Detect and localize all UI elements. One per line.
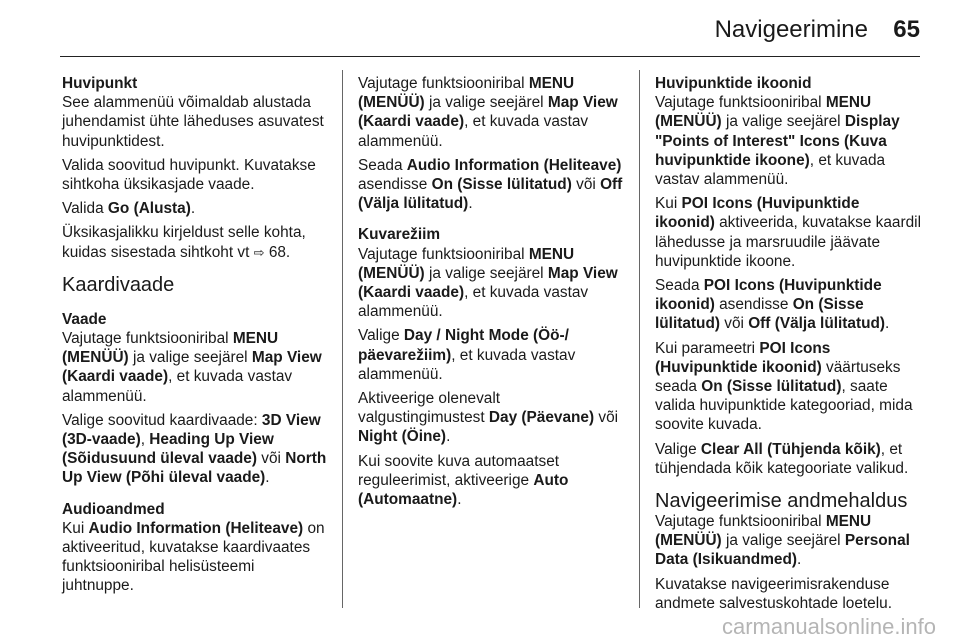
column-divider	[342, 70, 343, 608]
paragraph: Vajutage funktsiooniribal MENU (MENÜÜ) ja valige seejärel Display "Points of Interest" Icons (Kuva huvipunktide ikoone), et kuvada vastav alammenüü.	[655, 94, 900, 189]
paragraph: Vajutage funktsiooniribal MENU (MENÜÜ) ja valige seejärel Map View (Kaardi vaade), et kuvada vastav alammenüü.	[358, 245, 618, 321]
paragraph: Kuvatakse navigeerimisrakenduse andmete salvestuskohtade loetelu.	[655, 575, 892, 612]
paragraph: Kui soovite kuva automaatset reguleerimist, aktiveerige Auto (Automaatne).	[358, 452, 569, 509]
column-middle	[358, 74, 624, 514]
paragraph: Üksikasjalikku kirjeldust selle kohta, kuidas sisestada sihtkoht vt ⇨ 68.	[62, 224, 306, 261]
column-left	[62, 74, 328, 601]
page-reference[interactable]: 68.	[268, 243, 291, 261]
go-label: Go (Alusta)	[107, 200, 191, 218]
page-number: 65	[893, 16, 920, 43]
paragraph: Seada Audio Information (Heliteave) asendisse On (Sisse lülitatud) või Off (Välja lülitatud).	[358, 156, 623, 213]
watermark: carmanualsonline.info	[721, 614, 936, 639]
paragraph: See alammenüü võimaldab alustada juhendamist ühte läheduses asuvatest huvipunktidest.	[62, 94, 324, 150]
paragraph: Vajutage funktsiooniribal MENU (MENÜÜ) ja valige seejärel Map View (Kaardi vaade), et kuvada vastav alammenüü.	[358, 75, 618, 150]
subheading-audioandmed: Audioandmed	[62, 500, 165, 518]
subheading-kuvareziim: Kuvarežiim	[358, 226, 441, 244]
section-title-navigation-data: Navigeerimise andmehaldus	[655, 490, 908, 513]
paragraph: Valige soovitud kaardivaade: 3D View (3D-vaade), Heading Up View (Sõidusuund üleval vaade) või North Up View (Põhi üleval vaade).	[62, 411, 327, 487]
header-rule	[60, 56, 920, 57]
column-divider	[639, 70, 640, 608]
section-title-kaardivaade: Kaardivaade	[62, 273, 175, 296]
paragraph: Valida Go (Alusta).	[62, 200, 196, 218]
column-right	[655, 74, 923, 618]
subheading-vaade: Vaade	[62, 310, 107, 328]
paragraph: Kui POI Icons (Huvipunktide ikoonid) aktiveerida, kuvatakse kaardil lähedusse ja marsruudile jäävate huvipunktide ikoone.	[655, 195, 922, 270]
page-reference-icon: ⇨	[253, 244, 265, 260]
paragraph: Kui Audio Information (Heliteave) on aktiveeritud, kuvatakse kaardivaates funktsiooniribal helisüsteemi juhtnuppe.	[62, 519, 325, 595]
paragraph: Vajutage funktsiooniribal MENU (MENÜÜ) ja valige seejärel Personal Data (Isikuandmed).	[655, 513, 910, 569]
paragraph: Valige Day / Night Mode (Öö-/ päevarežiim), et kuvada vastav alammenüü.	[358, 327, 576, 383]
subheading-poi-icons: Huvipunktide ikoonid	[655, 75, 812, 92]
paragraph: Valida soovitud huvipunkt. Kuvatakse sihtkoha üksikasjade vaade.	[62, 156, 316, 194]
paragraph: Valige Clear All (Tühjenda kõik), et tühjendada kõik kategooriate valikud.	[655, 440, 909, 477]
page-title: Navigeerimine	[714, 16, 868, 43]
paragraph: Aktiveerige olenevalt valgustingimustest Day (Päevane) või Night (Öine).	[358, 390, 619, 446]
page-header	[0, 0, 960, 58]
paragraph: Vajutage funktsiooniribal MENU (MENÜÜ) ja valige seejärel Map View (Kaardi vaade), et kuvada vastav alammenüü.	[62, 330, 322, 405]
paragraph: Seada POI Icons (Huvipunktide ikoonid) asendisse On (Sisse lülitatud) või Off (Välja lülitatud).	[655, 277, 890, 333]
section-heading-huvipunkt: Huvipunkt	[62, 75, 138, 92]
paragraph: Kui parameetri POI Icons (Huvipunktide ikoonid) väärtuseks seada On (Sisse lülitatud), saate valida huvipunktide kategooriad, mida soovite kuvada.	[655, 339, 913, 434]
